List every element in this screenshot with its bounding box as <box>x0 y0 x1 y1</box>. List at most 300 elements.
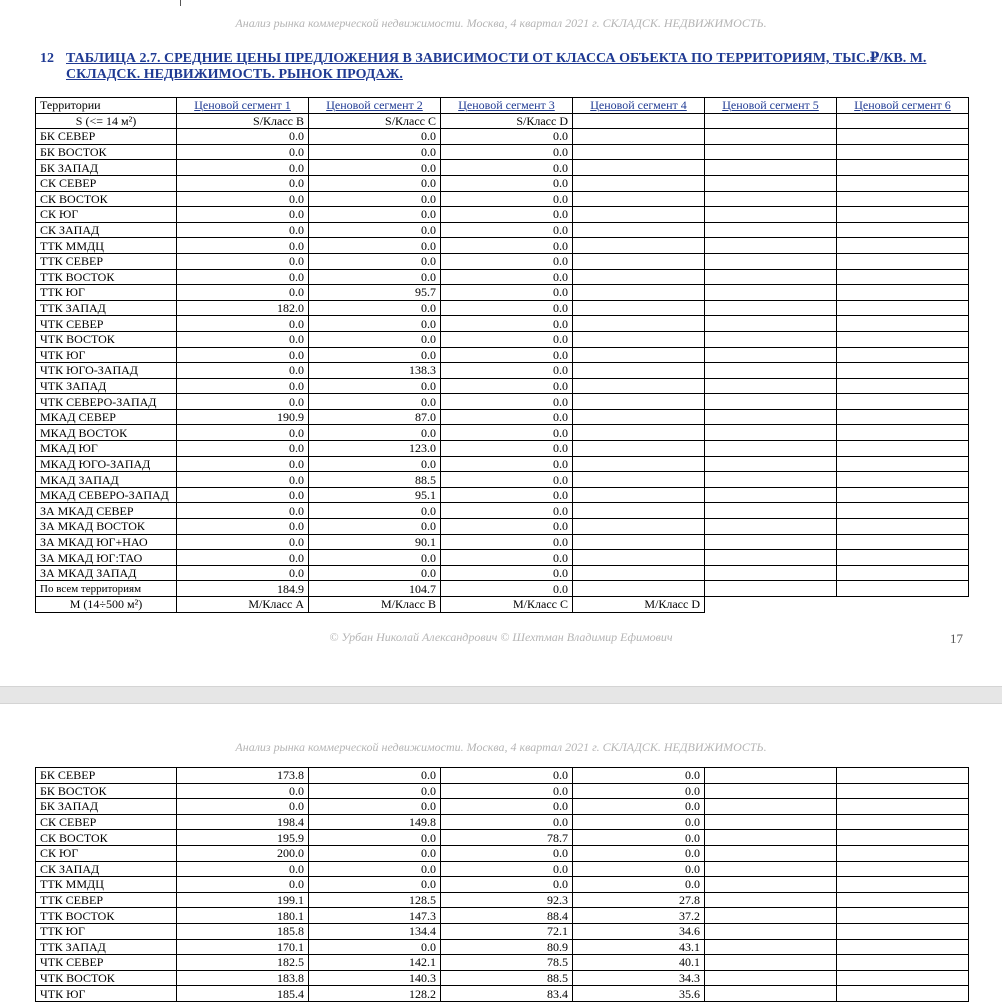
territory-cell: ЧТК СЕВЕР <box>36 316 177 332</box>
table-row <box>36 409 969 425</box>
table-row <box>36 160 969 176</box>
page-edge-mark <box>180 0 181 6</box>
segment-header-link[interactable]: Ценовой сегмент 6 <box>837 98 969 114</box>
table-row <box>36 175 969 191</box>
value-cell: 0.0 <box>441 129 573 145</box>
value-cell <box>573 456 705 472</box>
value-cell <box>837 300 969 316</box>
territory-cell: СК ВОСТОК <box>36 191 177 207</box>
value-cell: 0.0 <box>441 814 573 830</box>
class-cell: M/Класс A <box>177 597 309 613</box>
value-cell <box>837 269 969 285</box>
value-cell: 0.0 <box>177 207 309 223</box>
value-cell: 0.0 <box>309 565 441 581</box>
table-row <box>36 456 969 472</box>
value-cell: 0.0 <box>177 160 309 176</box>
value-cell: 0.0 <box>441 238 573 254</box>
table-row <box>36 814 969 830</box>
value-cell: 0.0 <box>309 550 441 566</box>
value-cell: 0.0 <box>441 207 573 223</box>
page-number: 17 <box>950 631 963 646</box>
territory-cell: ЧТК ЮГО-ЗАПАД <box>36 363 177 379</box>
value-cell <box>837 487 969 503</box>
value-cell: 83.4 <box>441 986 573 1002</box>
value-cell: 0.0 <box>309 845 441 861</box>
territory-cell: ЧТК ЮГ <box>36 986 177 1002</box>
value-cell: 0.0 <box>309 378 441 394</box>
value-cell: 0.0 <box>177 144 309 160</box>
territory-cell: ЗА МКАД ЗАПАД <box>36 565 177 581</box>
territory-cell: ЗА МКАД СЕВЕР <box>36 503 177 519</box>
value-cell: 34.6 <box>573 923 705 939</box>
value-cell <box>705 503 837 519</box>
value-cell: 37.2 <box>573 908 705 924</box>
value-cell: 88.5 <box>309 472 441 488</box>
table-row <box>36 441 969 457</box>
table-row <box>36 519 969 535</box>
value-cell: 149.8 <box>309 814 441 830</box>
class-cell <box>705 113 837 129</box>
value-cell: 0.0 <box>309 783 441 799</box>
value-cell <box>573 409 705 425</box>
value-cell: 0.0 <box>177 363 309 379</box>
value-cell <box>837 503 969 519</box>
class-cell: S/Класс B <box>177 113 309 129</box>
value-cell <box>837 908 969 924</box>
value-cell <box>573 316 705 332</box>
value-cell: 0.0 <box>441 409 573 425</box>
value-cell: 0.0 <box>573 877 705 893</box>
value-cell: 0.0 <box>441 144 573 160</box>
value-cell <box>837 877 969 893</box>
table-row <box>36 581 969 597</box>
value-cell <box>837 441 969 457</box>
value-cell <box>837 222 969 238</box>
value-cell <box>573 253 705 269</box>
value-cell <box>705 783 837 799</box>
value-cell: 0.0 <box>441 331 573 347</box>
value-cell: 0.0 <box>309 222 441 238</box>
value-cell: 0.0 <box>177 441 309 457</box>
value-cell: 72.1 <box>441 923 573 939</box>
size-label: M (14÷500 м²) <box>36 597 177 613</box>
value-cell: 0.0 <box>441 845 573 861</box>
value-cell <box>837 129 969 145</box>
value-cell <box>705 970 837 986</box>
value-cell <box>705 565 837 581</box>
value-cell <box>573 160 705 176</box>
value-cell: 0.0 <box>177 472 309 488</box>
value-cell: 0.0 <box>177 550 309 566</box>
value-cell <box>837 814 969 830</box>
value-cell: 27.8 <box>573 892 705 908</box>
value-cell: 0.0 <box>177 253 309 269</box>
value-cell: 0.0 <box>441 269 573 285</box>
value-cell <box>837 519 969 535</box>
value-cell <box>837 331 969 347</box>
table-row <box>36 363 969 379</box>
value-cell: 0.0 <box>309 456 441 472</box>
value-cell: 199.1 <box>177 892 309 908</box>
value-cell: 0.0 <box>177 877 309 893</box>
value-cell <box>573 129 705 145</box>
table-row <box>36 939 969 955</box>
class-cell: S/Класс D <box>441 113 573 129</box>
table-row <box>36 799 969 815</box>
value-cell: 0.0 <box>177 129 309 145</box>
value-cell <box>837 845 969 861</box>
table-row <box>36 378 969 394</box>
value-cell <box>573 378 705 394</box>
value-cell <box>705 253 837 269</box>
value-cell <box>705 923 837 939</box>
value-cell <box>573 175 705 191</box>
value-cell: 128.5 <box>309 892 441 908</box>
value-cell <box>705 519 837 535</box>
table-row <box>36 986 969 1002</box>
value-cell <box>705 581 837 597</box>
value-cell: 88.4 <box>441 908 573 924</box>
segment-header-link[interactable]: Ценовой сегмент 1 <box>177 98 309 114</box>
value-cell <box>837 207 969 223</box>
territory-cell: ТТК ЗАПАД <box>36 300 177 316</box>
territory-header: Территории <box>36 98 177 114</box>
value-cell: 0.0 <box>309 939 441 955</box>
table-row <box>36 285 969 301</box>
value-cell: 0.0 <box>177 394 309 410</box>
value-cell <box>837 970 969 986</box>
value-cell: 0.0 <box>309 519 441 535</box>
value-cell <box>573 441 705 457</box>
value-cell: 128.2 <box>309 986 441 1002</box>
territory-cell: СК ЮГ <box>36 207 177 223</box>
value-cell: 0.0 <box>309 503 441 519</box>
value-cell <box>573 534 705 550</box>
value-cell <box>573 269 705 285</box>
value-cell: 0.0 <box>441 768 573 784</box>
territory-cell: СК СЕВЕР <box>36 175 177 191</box>
value-cell <box>705 487 837 503</box>
value-cell: 0.0 <box>573 845 705 861</box>
territory-cell: ЗА МКАД ЮГ:ТАО <box>36 550 177 566</box>
value-cell <box>705 892 837 908</box>
value-cell: 0.0 <box>441 191 573 207</box>
value-cell <box>573 394 705 410</box>
value-cell <box>837 861 969 877</box>
value-cell <box>705 877 837 893</box>
value-cell: 0.0 <box>573 861 705 877</box>
value-cell: 0.0 <box>309 331 441 347</box>
class-cell: S/Класс C <box>309 113 441 129</box>
value-cell <box>705 144 837 160</box>
value-cell: 0.0 <box>177 487 309 503</box>
table-row <box>36 534 969 550</box>
value-cell <box>573 191 705 207</box>
value-cell <box>705 845 837 861</box>
value-cell <box>837 783 969 799</box>
value-cell: 0.0 <box>309 861 441 877</box>
value-cell <box>573 285 705 301</box>
section-number: 12 <box>40 51 54 66</box>
value-cell <box>573 550 705 566</box>
segment-header-link[interactable]: Ценовой сегмент 2 <box>309 98 441 114</box>
class-cell: M/Класс D <box>573 597 705 613</box>
value-cell: 0.0 <box>309 799 441 815</box>
territory-cell: ТТК ВОСТОК <box>36 908 177 924</box>
table-row <box>36 877 969 893</box>
value-cell <box>573 503 705 519</box>
value-cell: 0.0 <box>441 300 573 316</box>
class-row <box>36 113 969 129</box>
empty-cell <box>705 597 837 613</box>
value-cell: 0.0 <box>441 378 573 394</box>
value-cell: 0.0 <box>309 877 441 893</box>
value-cell: 0.0 <box>177 799 309 815</box>
territory-cell: По всем территориям <box>36 581 177 597</box>
territory-cell: БК ВОСТОК <box>36 783 177 799</box>
value-cell <box>573 144 705 160</box>
value-cell: 0.0 <box>177 565 309 581</box>
value-cell <box>837 923 969 939</box>
territory-cell: СК ЗАПАД <box>36 222 177 238</box>
segment-header-link[interactable]: Ценовой сегмент 4 <box>573 98 705 114</box>
value-cell <box>837 892 969 908</box>
value-cell: 170.1 <box>177 939 309 955</box>
value-cell <box>705 331 837 347</box>
territory-cell: ЧТК ВОСТОК <box>36 970 177 986</box>
table-row <box>36 892 969 908</box>
value-cell <box>837 347 969 363</box>
value-cell: 0.0 <box>309 316 441 332</box>
value-cell <box>705 768 837 784</box>
value-cell: 0.0 <box>441 503 573 519</box>
value-cell: 0.0 <box>177 191 309 207</box>
territory-cell: ТТК СЕВЕР <box>36 892 177 908</box>
value-cell: 0.0 <box>573 799 705 815</box>
value-cell: 147.3 <box>309 908 441 924</box>
table-row <box>36 845 969 861</box>
value-cell <box>837 986 969 1002</box>
segment-header-link[interactable]: Ценовой сегмент 5 <box>705 98 837 114</box>
value-cell <box>837 955 969 971</box>
value-cell: 138.3 <box>309 363 441 379</box>
territory-cell: БК ВОСТОК <box>36 144 177 160</box>
territory-cell: ЧТК СЕВЕРО-ЗАПАД <box>36 394 177 410</box>
value-cell <box>705 238 837 254</box>
value-cell <box>573 487 705 503</box>
value-cell <box>705 300 837 316</box>
value-cell: 78.5 <box>441 955 573 971</box>
value-cell: 0.0 <box>441 441 573 457</box>
value-cell: 0.0 <box>441 394 573 410</box>
value-cell: 0.0 <box>441 363 573 379</box>
value-cell: 173.8 <box>177 768 309 784</box>
value-cell <box>573 363 705 379</box>
value-cell: 0.0 <box>309 160 441 176</box>
value-cell <box>837 456 969 472</box>
class-cell <box>573 113 705 129</box>
value-cell: 198.4 <box>177 814 309 830</box>
value-cell <box>837 939 969 955</box>
value-cell: 0.0 <box>441 347 573 363</box>
value-cell <box>573 565 705 581</box>
value-cell <box>837 378 969 394</box>
value-cell: 185.4 <box>177 986 309 1002</box>
value-cell <box>705 269 837 285</box>
value-cell: 0.0 <box>309 253 441 269</box>
value-cell: 0.0 <box>177 238 309 254</box>
value-cell: 142.1 <box>309 955 441 971</box>
value-cell: 0.0 <box>309 129 441 145</box>
value-cell: 87.0 <box>309 409 441 425</box>
segment-header-link[interactable]: Ценовой сегмент 3 <box>441 98 573 114</box>
territory-cell: СК СЕВЕР <box>36 814 177 830</box>
value-cell <box>705 955 837 971</box>
territory-cell: БК СЕВЕР <box>36 129 177 145</box>
value-cell <box>705 534 837 550</box>
value-cell: 0.0 <box>441 861 573 877</box>
price-table <box>35 97 969 613</box>
table-title: ТАБЛИЦА 2.7. СРЕДНИЕ ЦЕНЫ ПРЕДЛОЖЕНИЯ В ЗАВИСИМОСТИ ОТ КЛАССА ОБЪЕКТА ПО ТЕРРИТОРИЯМ, ТЫС.₽/КВ. М. СКЛАДСК. НЕДВИЖИМОСТЬ. РЫНОК ПРОДАЖ. <box>66 51 927 82</box>
value-cell: 92.3 <box>441 892 573 908</box>
territory-cell: ТТК ЮГ <box>36 923 177 939</box>
value-cell: 0.0 <box>309 347 441 363</box>
table-row <box>36 300 969 316</box>
territory-cell: БК СЕВЕР <box>36 768 177 784</box>
value-cell <box>837 565 969 581</box>
value-cell <box>705 347 837 363</box>
value-cell: 0.0 <box>441 783 573 799</box>
value-cell: 0.0 <box>177 222 309 238</box>
value-cell <box>705 191 837 207</box>
value-cell: 183.8 <box>177 970 309 986</box>
value-cell: 0.0 <box>441 487 573 503</box>
table-row <box>36 970 969 986</box>
value-cell <box>705 456 837 472</box>
value-cell <box>837 363 969 379</box>
value-cell: 0.0 <box>309 144 441 160</box>
value-cell: 0.0 <box>177 331 309 347</box>
value-cell: 134.4 <box>309 923 441 939</box>
value-cell: 0.0 <box>441 472 573 488</box>
value-cell <box>837 581 969 597</box>
value-cell <box>705 472 837 488</box>
territory-cell: ЧТК ВОСТОК <box>36 331 177 347</box>
value-cell <box>573 472 705 488</box>
territory-cell: ТТК ММДЦ <box>36 238 177 254</box>
value-cell: 0.0 <box>309 207 441 223</box>
value-cell <box>837 472 969 488</box>
value-cell: 0.0 <box>309 175 441 191</box>
territory-cell: ЧТК ЗАПАД <box>36 378 177 394</box>
value-cell <box>573 207 705 223</box>
value-cell: 0.0 <box>441 550 573 566</box>
territory-cell: ЧТК СЕВЕР <box>36 955 177 971</box>
table-row <box>36 861 969 877</box>
table-row <box>36 923 969 939</box>
table-row <box>36 207 969 223</box>
value-cell <box>837 768 969 784</box>
value-cell: 0.0 <box>441 877 573 893</box>
value-cell: 0.0 <box>441 799 573 815</box>
value-cell: 200.0 <box>177 845 309 861</box>
table-row <box>36 394 969 410</box>
running-header-page-2: Анализ рынка коммерческой недвижимости. Москва, 4 квартал 2021 г. СКЛАДСК. НЕДВИЖИМОСТЬ. <box>235 740 767 754</box>
territory-cell: СК ЗАПАД <box>36 861 177 877</box>
value-cell <box>837 394 969 410</box>
value-cell: 0.0 <box>573 814 705 830</box>
value-cell <box>705 222 837 238</box>
value-cell: 80.9 <box>441 939 573 955</box>
territory-cell: МКАД ЮГ <box>36 441 177 457</box>
next-size-row <box>36 597 969 613</box>
value-cell: 180.1 <box>177 908 309 924</box>
territory-cell: ЗА МКАД ВОСТОК <box>36 519 177 535</box>
value-cell <box>837 191 969 207</box>
value-cell: 0.0 <box>177 534 309 550</box>
table-row <box>36 238 969 254</box>
value-cell: 0.0 <box>177 269 309 285</box>
territory-cell: МКАД СЕВЕР <box>36 409 177 425</box>
value-cell: 0.0 <box>573 830 705 846</box>
value-cell <box>705 799 837 815</box>
table-row <box>36 908 969 924</box>
territory-cell: МКАД ЮГО-ЗАПАД <box>36 456 177 472</box>
value-cell: 0.0 <box>177 783 309 799</box>
value-cell: 95.1 <box>309 487 441 503</box>
value-cell <box>837 144 969 160</box>
territory-cell: МКАД ВОСТОК <box>36 425 177 441</box>
territory-cell: ТТК ММДЦ <box>36 877 177 893</box>
value-cell: 0.0 <box>441 160 573 176</box>
size-label: S (<= 14 м²) <box>36 113 177 129</box>
table-row <box>36 425 969 441</box>
value-cell: 0.0 <box>441 581 573 597</box>
value-cell: 0.0 <box>177 519 309 535</box>
price-table-continued <box>35 767 969 1002</box>
value-cell <box>837 285 969 301</box>
value-cell <box>705 939 837 955</box>
value-cell: 0.0 <box>441 253 573 269</box>
table-row <box>36 783 969 799</box>
territory-cell: СК ЮГ <box>36 845 177 861</box>
territory-cell: СК ВОСТОК <box>36 830 177 846</box>
table-row <box>36 253 969 269</box>
value-cell <box>705 830 837 846</box>
value-cell <box>573 425 705 441</box>
value-cell: 0.0 <box>309 269 441 285</box>
value-cell: 0.0 <box>177 456 309 472</box>
value-cell <box>573 347 705 363</box>
table-row <box>36 316 969 332</box>
value-cell: 0.0 <box>441 425 573 441</box>
value-cell: 140.3 <box>309 970 441 986</box>
empty-cell <box>837 597 969 613</box>
value-cell <box>705 425 837 441</box>
territory-cell: ЗА МКАД ЮГ+НАО <box>36 534 177 550</box>
territory-cell: МКАД ЗАПАД <box>36 472 177 488</box>
value-cell: 123.0 <box>309 441 441 457</box>
value-cell: 0.0 <box>309 830 441 846</box>
value-cell <box>573 331 705 347</box>
value-cell: 184.9 <box>177 581 309 597</box>
territory-cell: МКАД СЕВЕРО-ЗАПАД <box>36 487 177 503</box>
value-cell <box>705 160 837 176</box>
value-cell <box>837 160 969 176</box>
copyright-footer: © Урбан Николай Александрович © Шехтман Владимир Ефимович <box>329 630 673 644</box>
class-cell <box>837 113 969 129</box>
value-cell <box>573 519 705 535</box>
